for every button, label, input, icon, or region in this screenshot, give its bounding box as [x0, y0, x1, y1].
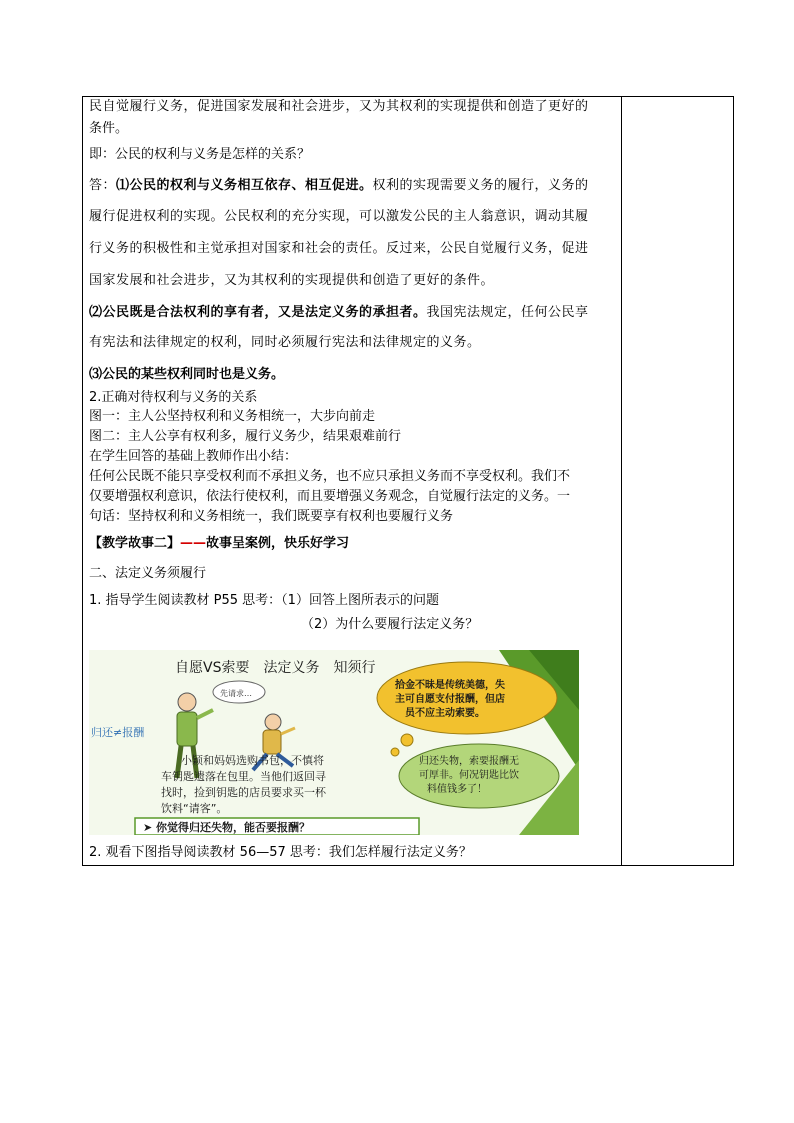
left-label: 归还≠报酬 [91, 726, 145, 739]
guide-line: （2）为什么要履行法定义务？ [301, 617, 479, 632]
bubble-top-line: 员不应主动索要。 [405, 708, 485, 719]
story-label: 【教学故事二】 [89, 536, 181, 551]
answer-line: 行义务的积极性和主觉承担对国家和社会的责任。反过来，公民自觉履行义务，促进 [89, 241, 589, 256]
guide-line: 1. 指导学生阅读教材 P55 思考：（1）回答上图所表示的问题 [89, 593, 439, 608]
figure-question: ➤ 你觉得归还失物，能否要报酬？ [143, 821, 311, 834]
story-line: 车钥匙遗落在包里。当他们返回寻 [161, 770, 326, 783]
story-line: 小颖和妈妈选购书包，不慎将 [181, 754, 324, 767]
text-line: 图一：主人公坚持权利和义务相统一，大步向前走 [89, 409, 376, 424]
section-heading: 2.正确对待权利与义务的关系 [89, 390, 258, 405]
column-divider [621, 97, 622, 865]
answer-line [89, 178, 589, 194]
answer-point-2: ⑵公民既是合法权利的享有者，又是法定义务的承担者。 [89, 305, 427, 320]
bubble-bottom-line: 归还失物，索要报酬无 [419, 756, 519, 767]
bubble-tail-dot [401, 734, 413, 746]
text-line: 在学生回答的基础上教师作出小结： [89, 449, 298, 464]
story-line: 饮料“请客”。 [161, 802, 228, 815]
answer-line: 履行促进权利的实现。公民权利的充分实现，可以激发公民的主人翁意识，调动其履 [89, 209, 589, 224]
summary-line: 仅要增强权利意识，依法行使权利，而且要增强义务观念，自觉履行法定的义务。一 [89, 489, 571, 504]
story-dash: —— [180, 536, 207, 551]
bubble-top-line: 主可自愿支付报酬，但店 [395, 694, 505, 705]
answer-prefix: 答： [89, 178, 117, 193]
summary-line: 任何公民既不能只享受权利而不承担义务，也不应只承担义务而不享受权利。我们不 [89, 469, 571, 484]
text-line: 图二：主人公享有权利多，履行义务少，结果艰难前行 [89, 429, 402, 444]
answer-rest: 我国宪法规定，任何公民享 [426, 305, 589, 320]
bubble-bottom-line: 料值钱多了！ [427, 784, 487, 795]
story-line: 找时，捡到钥匙的店员要求买一杯 [161, 786, 326, 799]
figure-title: 自愿VS索要 法定义务 知须行 [175, 660, 376, 676]
text-line: 民自觉履行义务，促进国家发展和社会进步，又为其权利的实现提供和创造了更好的 [89, 99, 589, 114]
story-title: 故事呈案例，快乐好学习 [206, 536, 350, 551]
answer-point-3: ⑶公民的某些权利同时也是义务。 [89, 367, 285, 382]
bubble-top-line: 拾金不昧是传统美德，失 [395, 680, 505, 691]
answer-line [89, 305, 589, 321]
guide-line: 2. 观看下图指导阅读教材 56—57 思考：我们怎样履行法定义务？ [89, 845, 472, 860]
summary-line: 句话：坚持权利和义务相统一，我们既要享有权利也要履行义务 [89, 509, 454, 524]
case-illustration [89, 650, 579, 835]
answer-rest: 权利的实现需要义务的履行，义务的 [372, 178, 589, 193]
story-heading [89, 536, 349, 552]
text-line: 条件。 [89, 121, 129, 136]
question-line: 即：公民的权利与义务是怎样的关系？ [89, 147, 311, 162]
bubble-bottom-line: 可厚非。何况钥匙比饮 [419, 770, 519, 781]
speech-small-text: 先请求… [220, 689, 252, 698]
bubble-tail-dot [391, 748, 399, 756]
answer-line: 有宪法和法律规定的权利，同时必须履行宪法和法律规定的义务。 [89, 335, 481, 350]
answer-point-1: ⑴公民的权利与义务相互依存、相互促进。 [116, 178, 373, 193]
lesson-table [82, 96, 734, 866]
section-heading: 二、法定义务须履行 [89, 566, 207, 581]
answer-line: 国家发展和社会进步，又为其权利的实现提供和创造了更好的条件。 [89, 273, 495, 288]
